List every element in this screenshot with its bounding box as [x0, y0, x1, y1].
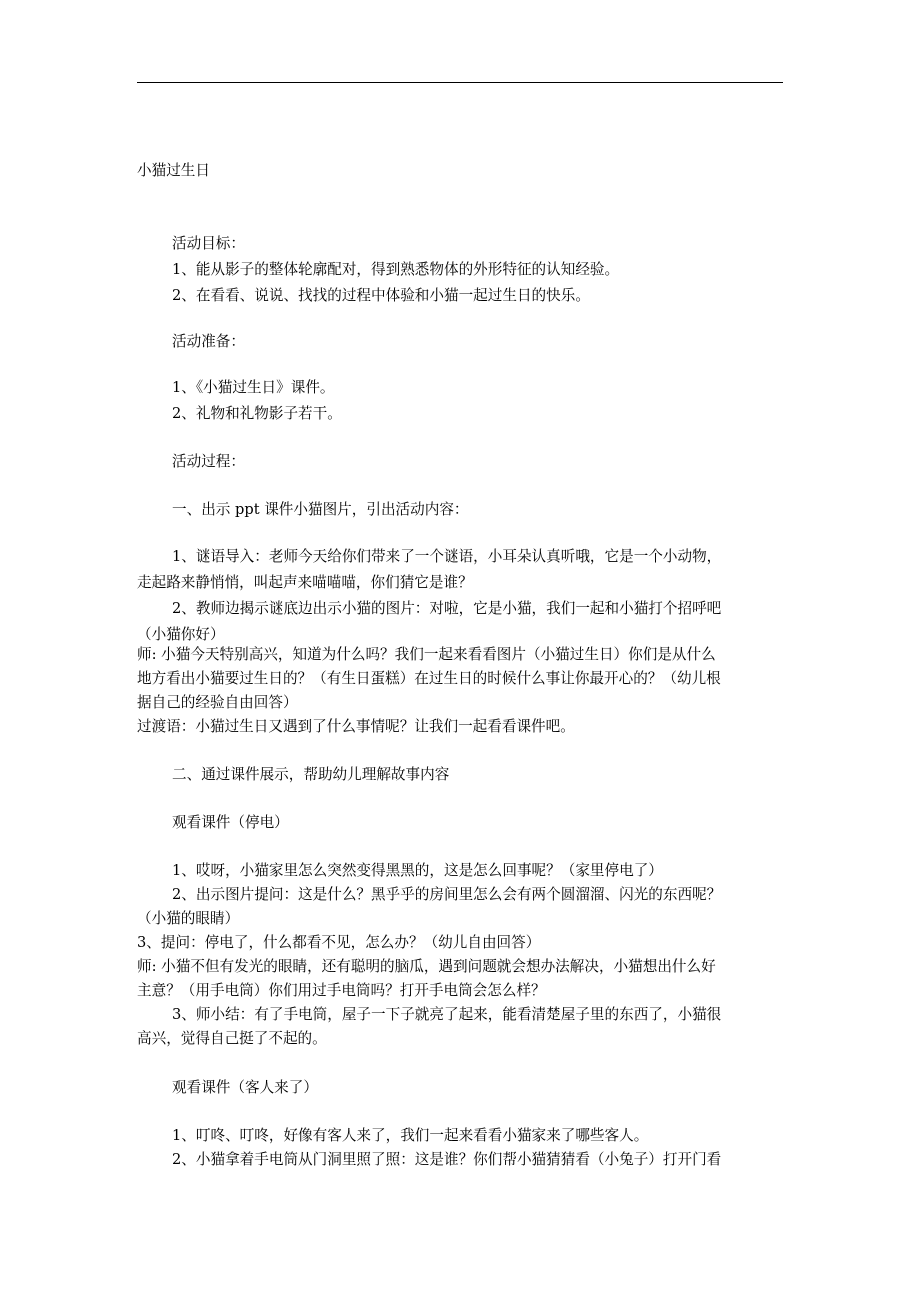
paragraph-line: 1、哎呀，小猫家里怎么突然变得黑黑的，这是怎么回事呢？（家里停电了） — [172, 862, 663, 879]
header-rule — [137, 82, 783, 83]
paragraph-line: 过渡语：小猫过生日又遇到了什么事情呢？让我们一起看看课件吧。 — [137, 718, 575, 735]
paragraph-line: 1、谜语导入：老师今天给你们带来了一个谜语，小耳朵认真听哦，它是一个小动物， — [172, 548, 722, 565]
heading-objectives: 活动目标： — [172, 235, 245, 252]
subsection-heading: 观看课件（客人来了） — [172, 1079, 318, 1096]
paragraph-line: 1、能从影子的整体轮廓配对，得到熟悉物体的外形特征的认知经验。 — [172, 261, 620, 278]
doc-title: 小猫过生日 — [137, 162, 210, 179]
paragraph-line: 地方看出小猫要过生日的？（有生日蛋糕）在过生日的时候什么事让你最开心的？（幼儿根 — [137, 670, 721, 687]
section-heading: 二、通过课件展示，帮助幼儿理解故事内容 — [172, 766, 450, 783]
paragraph-line: 3、提问：停电了，什么都看不见，怎么办？（幼儿自由回答） — [137, 934, 541, 951]
heading-preparation: 活动准备： — [172, 333, 245, 350]
paragraph-line: 师: 小猫不但有发光的眼睛，还有聪明的脑瓜，遇到问题就会想办法解决，小猫想出什么好 — [137, 958, 716, 975]
paragraph-line: 2、在看看、说说、找找的过程中体验和小猫一起过生日的快乐。 — [172, 287, 590, 304]
paragraph-line: 2、礼物和礼物影子若干。 — [172, 405, 342, 422]
paragraph-line: （小猫你好） — [137, 626, 225, 643]
paragraph-line: 1、《小猫过生日》课件。 — [172, 379, 335, 396]
paragraph-line: （小猫的眼睛） — [137, 910, 240, 927]
heading-process: 活动过程： — [172, 453, 245, 470]
paragraph-line: 1、叮咚、叮咚，好像有客人来了，我们一起来看看小猫家来了哪些客人。 — [172, 1127, 649, 1144]
paragraph-line: 师: 小猫今天特别高兴，知道为什么吗？我们一起来看看图片（小猫过生日）你们是从什么 — [137, 646, 716, 663]
paragraph-line: 主意？（用手电筒）你们用过手电筒吗？打开手电筒会怎么样？ — [137, 982, 546, 999]
paragraph-line: 3、师小结：有了手电筒，屋子一下子就亮了起来，能看清楚屋子里的东西了，小猫很 — [172, 1006, 722, 1023]
paragraph-line: 2、教师边揭示谜底边出示小猫的图片：对啦，它是小猫，我们一起和小猫打个招呼吧 — [172, 600, 722, 617]
paragraph-line: 高兴，觉得自己挺了不起的。 — [137, 1030, 327, 1047]
paragraph-line: 2、出示图片提问：这是什么？黑乎乎的房间里怎么会有两个圆溜溜、闪光的东西呢？ — [172, 886, 722, 903]
section-heading: 一、出示 ppt 课件小猫图片，引出活动内容： — [172, 501, 469, 518]
paragraph-line: 2、小猫拿着手电筒从门洞里照了照：这是谁？你们帮小猫猜猜看（小兔子）打开门看 — [172, 1151, 722, 1168]
paragraph-line: 走起路来静悄悄，叫起声来喵喵喵，你们猜它是谁？ — [137, 574, 473, 591]
paragraph-line: 据自己的经验自由回答） — [137, 694, 298, 711]
subsection-heading: 观看课件（停电） — [172, 814, 289, 831]
